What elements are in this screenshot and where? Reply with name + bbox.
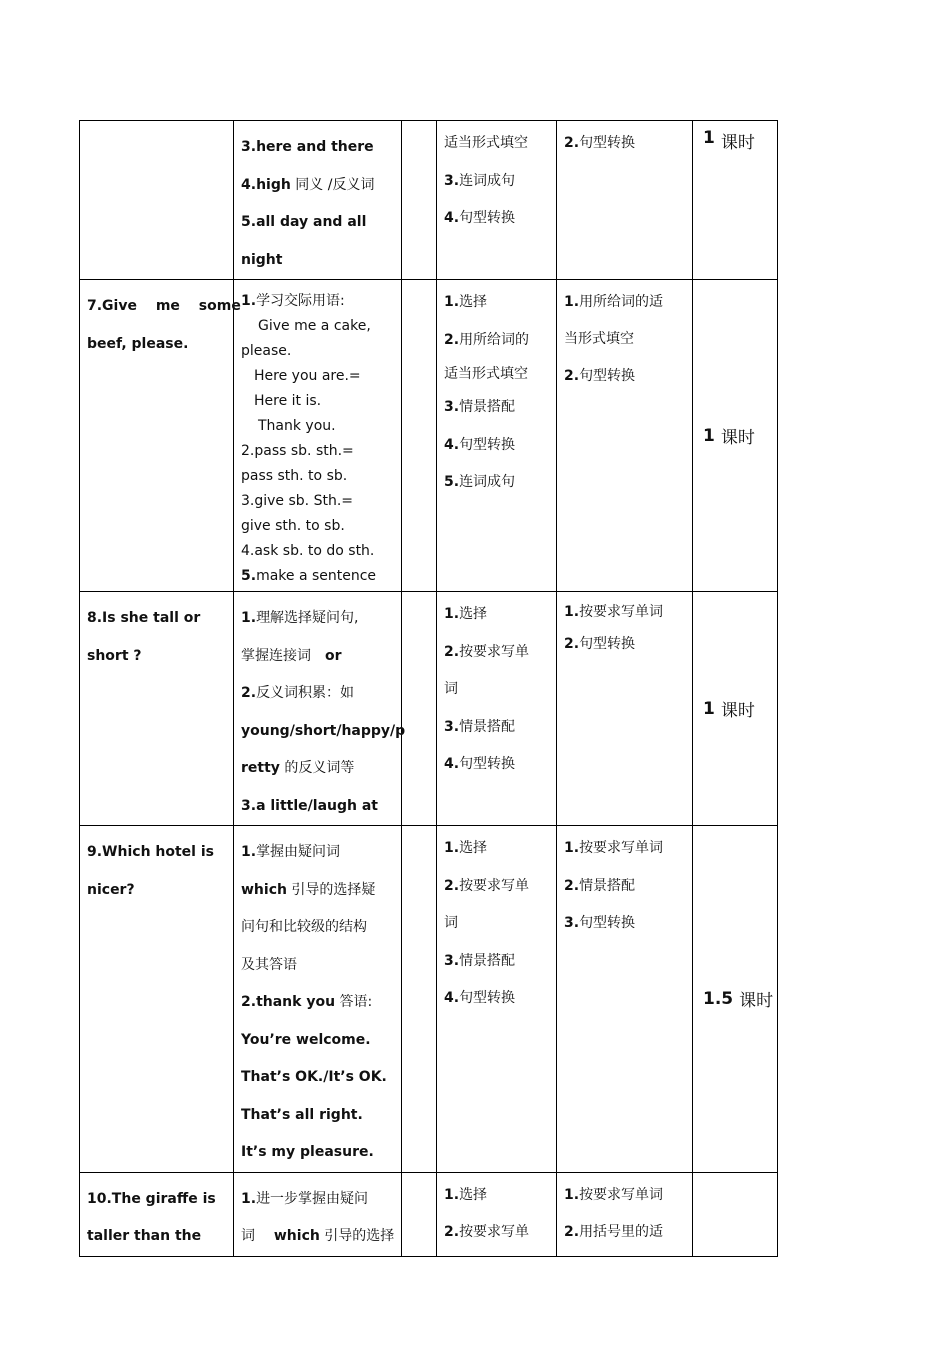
item-number: 2. xyxy=(444,643,460,660)
lesson-title-line: nicer? xyxy=(87,881,135,898)
item-text: a little/laugh at xyxy=(256,797,378,814)
item-number: 2. xyxy=(241,994,257,1010)
lesson-title xyxy=(80,280,241,363)
item-text: It’s my pleasure. xyxy=(241,1144,374,1160)
item-number: 3. xyxy=(241,797,257,814)
item-number: 5. xyxy=(444,474,460,490)
item-number: 3. xyxy=(444,952,460,969)
text-line xyxy=(564,321,686,358)
empty-cell xyxy=(402,826,437,1173)
exercise-list-a xyxy=(437,121,556,238)
table-row xyxy=(80,121,778,280)
item-text: 按要求写单词 xyxy=(579,1186,664,1203)
exercise-cell-b xyxy=(557,592,693,826)
item-number: 2. xyxy=(564,135,580,151)
empty-cell xyxy=(402,592,437,826)
item-text: 答语: xyxy=(335,994,373,1010)
item-text: young/short/happy/p xyxy=(241,722,406,739)
item-text: 句型转换 xyxy=(459,210,516,226)
item-text: 适当形式填空 xyxy=(444,366,528,382)
lesson-title-cell xyxy=(80,121,234,280)
item-text: 情景搭配 xyxy=(459,718,516,735)
exercise-cell-a xyxy=(437,826,557,1173)
text-line xyxy=(444,905,550,943)
lesson-title xyxy=(80,826,233,909)
text-line xyxy=(444,1177,550,1215)
hours-number: 1.5 xyxy=(703,988,734,1009)
text-line xyxy=(564,1214,686,1252)
item-text: 及其答语 xyxy=(241,956,297,973)
text-line xyxy=(564,868,686,906)
item-number: 3. xyxy=(444,718,460,735)
text-line xyxy=(241,675,395,713)
item-text: 情景搭配 xyxy=(459,952,516,969)
lesson-plan-table xyxy=(79,120,778,1257)
text-line xyxy=(564,284,686,321)
item-text: Here it is. xyxy=(254,393,322,409)
item-number: 4. xyxy=(444,210,460,226)
text-line xyxy=(564,905,686,943)
exercise-list-b xyxy=(557,592,692,660)
item-number: 2. xyxy=(444,1224,460,1240)
item-text: 适当形式填空 xyxy=(444,135,528,151)
item-number: 3. xyxy=(444,172,460,189)
item-number: 2. xyxy=(241,685,257,701)
lesson-title xyxy=(80,592,233,675)
class-hours-cell xyxy=(693,592,778,826)
item-text: 掌握连接词 xyxy=(241,647,311,664)
lesson-title-cell xyxy=(80,592,234,826)
text-line xyxy=(444,1214,550,1252)
item-text: 词 xyxy=(241,1228,255,1244)
teaching-points xyxy=(234,826,401,1172)
lesson-title-line: 7.Give me some xyxy=(87,298,241,314)
text-line xyxy=(241,514,395,539)
text-line xyxy=(444,359,550,389)
text-line xyxy=(241,947,395,985)
text-line xyxy=(241,489,395,514)
text-line xyxy=(241,872,395,910)
text-line xyxy=(241,389,395,414)
item-text: 句型转换 xyxy=(579,915,636,931)
empty-cell xyxy=(402,1172,437,1256)
exercise-cell-a xyxy=(437,121,557,280)
item-text: 句型转换 xyxy=(579,368,636,384)
text-line xyxy=(241,314,395,339)
text-line xyxy=(444,943,550,981)
item-number: 4. xyxy=(241,176,257,193)
teaching-points xyxy=(234,592,406,825)
text-line xyxy=(241,439,395,464)
item-number: 1. xyxy=(564,294,580,310)
table-row xyxy=(80,826,778,1173)
table-row xyxy=(80,280,778,592)
item-text: 用所给词的 xyxy=(459,331,530,348)
text-line xyxy=(241,1134,395,1172)
item-text: please. xyxy=(241,343,292,359)
text-line xyxy=(241,1022,395,1060)
item-number: 2. xyxy=(444,877,460,894)
teaching-points xyxy=(234,121,401,279)
item-text: 选择 xyxy=(459,294,488,310)
item-text: 2.pass sb. sth.= xyxy=(241,443,354,459)
exercise-cell-a xyxy=(437,280,557,592)
lesson-title-line: 8.Is she tall or xyxy=(87,610,201,626)
item-text: give sth. to sb. xyxy=(241,518,345,534)
text-line xyxy=(444,830,550,868)
text-line xyxy=(444,427,550,465)
text-line xyxy=(241,984,395,1022)
item-text: 当形式填空 xyxy=(564,331,634,347)
item-text: 选择 xyxy=(459,840,488,856)
item-number: 5. xyxy=(241,568,257,584)
text-line xyxy=(241,242,395,280)
item-text: Here you are.= xyxy=(254,368,361,384)
item-number: 2. xyxy=(444,331,460,348)
empty-cell xyxy=(402,280,437,592)
item-number: 3. xyxy=(444,399,460,415)
text-line xyxy=(241,129,395,167)
class-hours-cell xyxy=(693,826,778,1173)
item-text: 选择 xyxy=(459,606,488,622)
table-row xyxy=(80,592,778,826)
chinese-note: 的反义词等 xyxy=(279,760,355,776)
text-line xyxy=(241,638,395,676)
item-text: 用括号里的适 xyxy=(579,1224,664,1240)
empty-cell xyxy=(402,121,437,280)
item-text: 3.give sb. Sth.= xyxy=(241,493,353,509)
text-line xyxy=(564,125,686,163)
item-text: 情景搭配 xyxy=(579,877,636,894)
text-line xyxy=(564,358,686,395)
teaching-points-cell xyxy=(234,592,406,826)
text-line xyxy=(241,788,395,826)
lesson-title xyxy=(80,121,233,129)
item-text: 按要求写单词 xyxy=(579,604,664,620)
item-text: here and there xyxy=(256,139,374,155)
item-text: 用所给词的适 xyxy=(579,294,664,310)
exercise-cell-b xyxy=(557,280,693,592)
teaching-points xyxy=(234,1173,401,1256)
text-line xyxy=(241,600,395,638)
item-text: 按要求写单 xyxy=(459,877,530,894)
text-line xyxy=(241,1097,395,1135)
item-text: That’s all right. xyxy=(241,1106,363,1123)
item-text: 掌握由疑问词 xyxy=(256,844,341,860)
text-line xyxy=(444,671,550,709)
item-text: 4.ask sb. to do sth. xyxy=(241,543,375,559)
item-number: 1. xyxy=(444,606,460,622)
english-term: or xyxy=(325,647,342,664)
teaching-points-cell xyxy=(234,826,402,1173)
item-text: 反义词积累：如 xyxy=(256,685,355,701)
english-term: thank you xyxy=(256,994,336,1010)
table-row xyxy=(80,1172,778,1256)
text-line xyxy=(444,200,550,238)
text-line xyxy=(241,1181,395,1219)
item-number: 1. xyxy=(241,293,257,309)
class-hours-cell xyxy=(693,1172,778,1256)
class-hours xyxy=(693,826,777,1172)
class-hours xyxy=(693,280,777,591)
item-text: 进一步掌握由疑问 xyxy=(256,1190,369,1207)
teaching-points xyxy=(234,280,401,589)
text-line xyxy=(241,1059,395,1097)
exercise-cell-b xyxy=(557,121,693,280)
item-number: 4. xyxy=(444,436,460,453)
chinese-note: 同义 /反义词 xyxy=(290,176,375,193)
text-line xyxy=(444,634,550,672)
exercise-list-b xyxy=(557,280,692,395)
lesson-title-line: beef, please. xyxy=(87,335,189,352)
item-number: 4. xyxy=(444,990,460,1006)
text-line xyxy=(444,596,550,634)
chinese-note: 引导的选择 xyxy=(319,1228,395,1244)
text-line xyxy=(241,204,395,242)
teaching-points-cell xyxy=(234,280,402,592)
item-number: 2. xyxy=(564,368,580,384)
item-text: 情景搭配 xyxy=(459,399,516,415)
exercise-list-b xyxy=(557,826,692,943)
item-text: retty xyxy=(241,760,280,776)
item-text: 引导的选择疑 xyxy=(286,881,376,898)
text-line xyxy=(241,750,395,788)
item-text: 理解选择疑问句, xyxy=(256,610,359,626)
exercise-list-a xyxy=(437,280,556,502)
item-text: 问句和比较级的结构 xyxy=(241,919,367,935)
item-text: 按要求写单 xyxy=(459,1224,530,1240)
lesson-title-line: short ? xyxy=(87,647,142,664)
text-line xyxy=(241,414,395,439)
class-hours xyxy=(693,592,777,825)
text-line xyxy=(241,834,395,872)
text-line xyxy=(241,564,395,589)
text-line xyxy=(444,322,550,360)
text-line xyxy=(444,980,550,1018)
class-hours-cell xyxy=(693,121,778,280)
text-line xyxy=(241,909,395,947)
text-line xyxy=(564,1177,686,1215)
text-line xyxy=(241,713,406,751)
hours-unit: 课时 xyxy=(720,701,755,721)
item-text: You’re welcome. xyxy=(241,1031,371,1048)
item-text: 连词成句 xyxy=(459,474,516,490)
hours-unit: 课时 xyxy=(739,991,774,1012)
item-number: 3. xyxy=(564,915,580,931)
exercise-list-b xyxy=(557,1173,692,1252)
item-text: 连词成句 xyxy=(459,172,516,189)
text-line xyxy=(444,389,550,427)
item-text: 按要求写单词 xyxy=(579,840,664,856)
text-line xyxy=(241,1218,395,1256)
text-line xyxy=(444,284,550,322)
exercise-cell-a xyxy=(437,592,557,826)
item-text: 按要求写单 xyxy=(459,643,530,660)
item-text: 句型转换 xyxy=(579,636,636,652)
class-hours xyxy=(693,121,777,279)
item-number: 5. xyxy=(241,214,257,230)
hours-number: 1 xyxy=(703,128,715,148)
hours-number: 1 xyxy=(703,425,715,446)
english-term: which xyxy=(241,881,287,898)
english-term: which xyxy=(269,1228,320,1244)
item-text: high xyxy=(256,176,291,193)
exercise-list-a xyxy=(437,1173,556,1252)
item-number: 1. xyxy=(444,840,460,856)
lesson-title xyxy=(80,1173,233,1256)
item-number: 1. xyxy=(444,294,460,310)
lesson-title-line: 9.Which hotel is xyxy=(87,844,214,860)
text-line xyxy=(444,709,550,747)
item-number: 1. xyxy=(564,840,580,856)
text-line xyxy=(444,746,550,784)
item-text: night xyxy=(241,251,283,268)
exercise-list-a xyxy=(437,592,556,784)
text-line xyxy=(241,464,395,489)
item-text: 句型转换 xyxy=(459,436,516,453)
item-number: 2. xyxy=(564,636,580,652)
hours-number: 1 xyxy=(703,698,715,719)
text-line xyxy=(564,628,686,660)
item-number: 1. xyxy=(564,604,580,620)
item-number: 2. xyxy=(564,1224,580,1240)
item-number: 1. xyxy=(241,1190,257,1207)
text-line xyxy=(241,539,395,564)
exercise-list-a xyxy=(437,826,556,1018)
text-line xyxy=(444,464,550,502)
text-line xyxy=(241,167,395,205)
item-text: all day and all xyxy=(256,214,367,230)
class-hours xyxy=(693,1173,777,1256)
item-text: Thank you. xyxy=(258,418,336,434)
item-text: 选择 xyxy=(459,1186,488,1203)
item-text: 学习交际用语: xyxy=(256,293,345,309)
exercise-cell-a xyxy=(437,1172,557,1256)
item-text: 句型转换 xyxy=(459,756,516,772)
text-line xyxy=(444,868,550,906)
item-number: 1. xyxy=(241,610,257,626)
exercise-list-b xyxy=(557,121,692,163)
text-line xyxy=(241,364,395,389)
lesson-title-line: taller than the xyxy=(87,1228,202,1244)
teaching-points-cell xyxy=(234,121,402,280)
item-number: 1. xyxy=(241,844,257,860)
exercise-cell-b xyxy=(557,1172,693,1256)
item-text: 词 xyxy=(444,915,458,931)
item-text: pass sth. to sb. xyxy=(241,468,348,484)
item-number: 4. xyxy=(444,756,460,772)
item-number: 1. xyxy=(564,1186,580,1203)
item-number: 2. xyxy=(564,877,580,894)
lesson-title-cell xyxy=(80,1172,234,1256)
text-line xyxy=(564,830,686,868)
exercise-cell-b xyxy=(557,826,693,1173)
lesson-title-cell xyxy=(80,826,234,1173)
teaching-points-cell xyxy=(234,1172,402,1256)
item-text: 句型转换 xyxy=(579,135,636,151)
item-text: 词 xyxy=(444,681,458,697)
class-hours-cell xyxy=(693,280,778,592)
hours-unit: 课时 xyxy=(720,133,755,153)
lesson-title-line: 10.The giraffe is xyxy=(87,1190,216,1207)
text-line xyxy=(564,596,686,628)
item-number: 1. xyxy=(444,1186,460,1203)
text-line xyxy=(241,288,395,314)
text-line xyxy=(444,125,550,163)
item-text: Give me a cake, xyxy=(258,318,371,334)
item-number: 3. xyxy=(241,139,257,155)
item-text: make a sentence xyxy=(256,568,377,584)
hours-unit: 课时 xyxy=(720,428,755,448)
text-line xyxy=(241,339,395,364)
lesson-title-cell xyxy=(80,280,241,592)
item-text: 句型转换 xyxy=(459,990,516,1006)
item-text: That’s OK./It’s OK. xyxy=(241,1069,387,1085)
text-line xyxy=(444,163,550,201)
